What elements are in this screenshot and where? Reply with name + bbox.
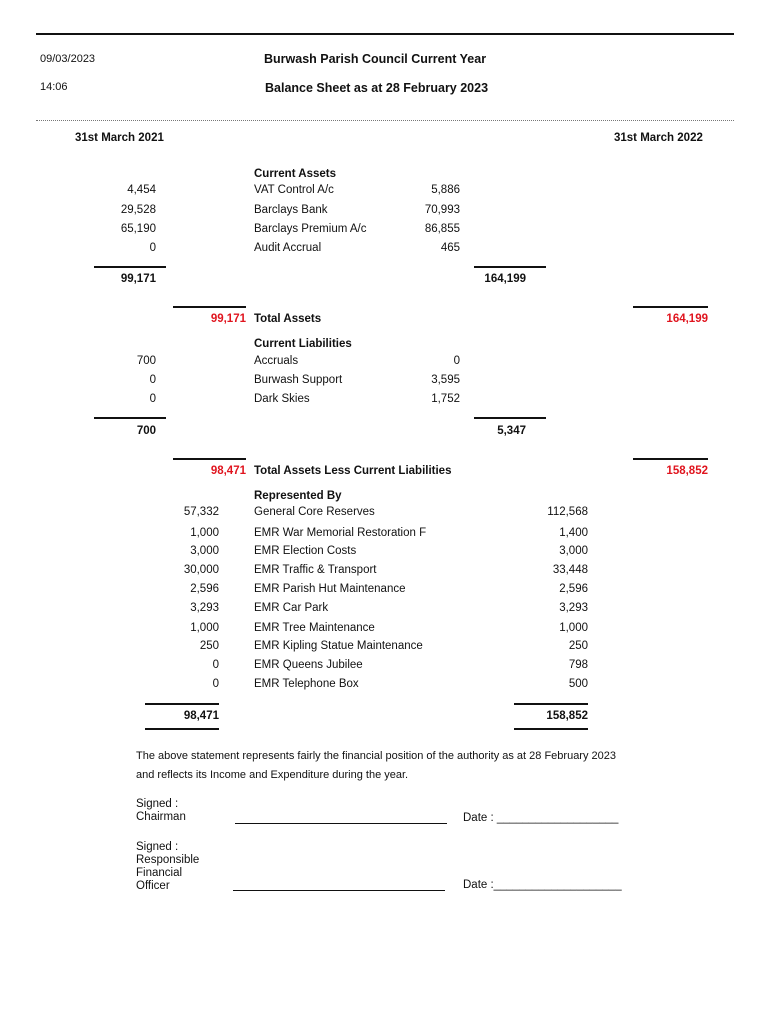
reserves-total-prior: 98,471: [183, 710, 219, 722]
current-value: 5,886: [431, 184, 460, 196]
liabilities-subtotal-current: 5,347: [497, 425, 526, 437]
prior-value: 4,454: [127, 184, 156, 196]
prior-value: 250: [199, 640, 219, 652]
current-value: 112,568: [547, 506, 588, 518]
prior-value: 3,293: [190, 602, 219, 614]
row-label: Barclays Bank: [254, 204, 328, 216]
prior-value: 0: [212, 659, 219, 671]
current-assets-heading: Current Assets: [254, 168, 337, 180]
net-assets-rule-current: [633, 458, 708, 460]
prior-value: 2,596: [190, 583, 219, 595]
total-assets-label: Total Assets: [254, 313, 322, 325]
statement-line-1: The above statement represents fairly the financial position of the authority as at 28 February 2023: [136, 750, 616, 762]
current-value: 1,000: [559, 622, 588, 634]
chairman-date: Date : ___________________: [463, 812, 619, 824]
current-value: 3,000: [559, 545, 588, 557]
prior-value: 1,000: [190, 527, 219, 539]
current-value: 1,400: [559, 527, 588, 539]
net-assets-label: Total Assets Less Current Liabilities: [254, 465, 452, 477]
reserves-total-rule-current-top: [514, 703, 588, 705]
net-assets-current: 158,852: [666, 465, 708, 477]
prior-value: 700: [136, 355, 156, 367]
prior-value: 29,528: [120, 204, 156, 216]
prior-value: 57,332: [183, 506, 219, 518]
report-date: 09/03/2023: [40, 53, 96, 65]
current-value: 3,595: [431, 374, 460, 386]
current-value: 798: [568, 659, 588, 671]
statement-line-2: and reflects its Income and Expenditure during the year.: [136, 769, 409, 781]
column-prior-heading: 31st March 2021: [75, 132, 164, 144]
total-assets-rule-prior: [173, 306, 246, 308]
current-value: 500: [568, 678, 588, 690]
net-assets-rule-prior: [173, 458, 246, 460]
reserves-total-rule-current-bottom: [514, 728, 588, 730]
prior-value: 0: [149, 374, 156, 386]
reserves-total-rule-prior-top: [145, 703, 219, 705]
report-title: Burwash Parish Council Current Year: [264, 52, 487, 66]
row-label: EMR Telephone Box: [254, 678, 359, 690]
assets-subtotal-prior: 99,171: [120, 273, 156, 285]
reserves-total-rule-prior-bottom: [145, 728, 219, 730]
row-label: Barclays Premium A/c: [254, 223, 367, 235]
row-label: VAT Control A/c: [254, 184, 334, 196]
prior-value: 1,000: [190, 622, 219, 634]
liabilities-subtotal-prior: 700: [136, 425, 156, 437]
current-value: 33,448: [552, 564, 588, 576]
officer-date: Date :____________________: [463, 879, 622, 891]
row-label: Dark Skies: [254, 393, 310, 405]
total-assets-current: 164,199: [666, 313, 708, 325]
row-label: EMR Car Park: [254, 602, 329, 614]
prior-value: 0: [149, 393, 156, 405]
current-liabilities-heading: Current Liabilities: [254, 338, 352, 350]
liabilities-subtotal-rule-current: [474, 417, 546, 419]
assets-subtotal-rule-current: [474, 266, 546, 268]
row-label: EMR Queens Jubilee: [254, 659, 363, 671]
current-value: 1,752: [431, 393, 460, 405]
total-assets-prior: 99,171: [210, 313, 246, 325]
report-time: 14:06: [40, 81, 68, 93]
prior-value: 65,190: [120, 223, 156, 235]
current-value: 465: [440, 242, 460, 254]
current-value: 70,993: [424, 204, 460, 216]
prior-value: 3,000: [190, 545, 219, 557]
reserves-total-current: 158,852: [546, 710, 588, 722]
row-label: EMR Tree Maintenance: [254, 622, 375, 634]
prior-value: 0: [149, 242, 156, 254]
prior-value: 0: [212, 678, 219, 690]
current-value: 2,596: [559, 583, 588, 595]
prior-value: 30,000: [183, 564, 219, 576]
current-value: 0: [453, 355, 460, 367]
assets-subtotal-current: 164,199: [484, 273, 526, 285]
current-value: 250: [568, 640, 588, 652]
net-assets-prior: 98,471: [210, 465, 246, 477]
row-label: Accruals: [254, 355, 299, 367]
chairman-signature-label: Signed : Chairman: [136, 798, 186, 823]
row-label: EMR Parish Hut Maintenance: [254, 583, 406, 595]
current-value: 86,855: [424, 223, 460, 235]
top-rule: [36, 33, 734, 35]
represented-by-heading: Represented By: [254, 490, 342, 502]
report-subtitle: Balance Sheet as at 28 February 2023: [265, 81, 489, 95]
row-label: EMR War Memorial Restoration F: [254, 527, 427, 539]
row-label: Burwash Support: [254, 374, 343, 386]
row-label: General Core Reserves: [254, 506, 375, 518]
row-label: EMR Traffic & Transport: [254, 564, 377, 576]
officer-signature-line[interactable]: [233, 890, 445, 891]
row-label: Audit Accrual: [254, 242, 322, 254]
chairman-signature-line[interactable]: [235, 823, 447, 824]
total-assets-rule-current: [633, 306, 708, 308]
row-label: EMR Kipling Statue Maintenance: [254, 640, 423, 652]
liabilities-subtotal-rule-prior: [94, 417, 166, 419]
header-divider: [36, 120, 734, 121]
officer-signature-label: Signed : Responsible Financial Officer: [136, 841, 200, 892]
assets-subtotal-rule-prior: [94, 266, 166, 268]
column-current-heading: 31st March 2022: [614, 132, 703, 144]
current-value: 3,293: [559, 602, 588, 614]
row-label: EMR Election Costs: [254, 545, 357, 557]
